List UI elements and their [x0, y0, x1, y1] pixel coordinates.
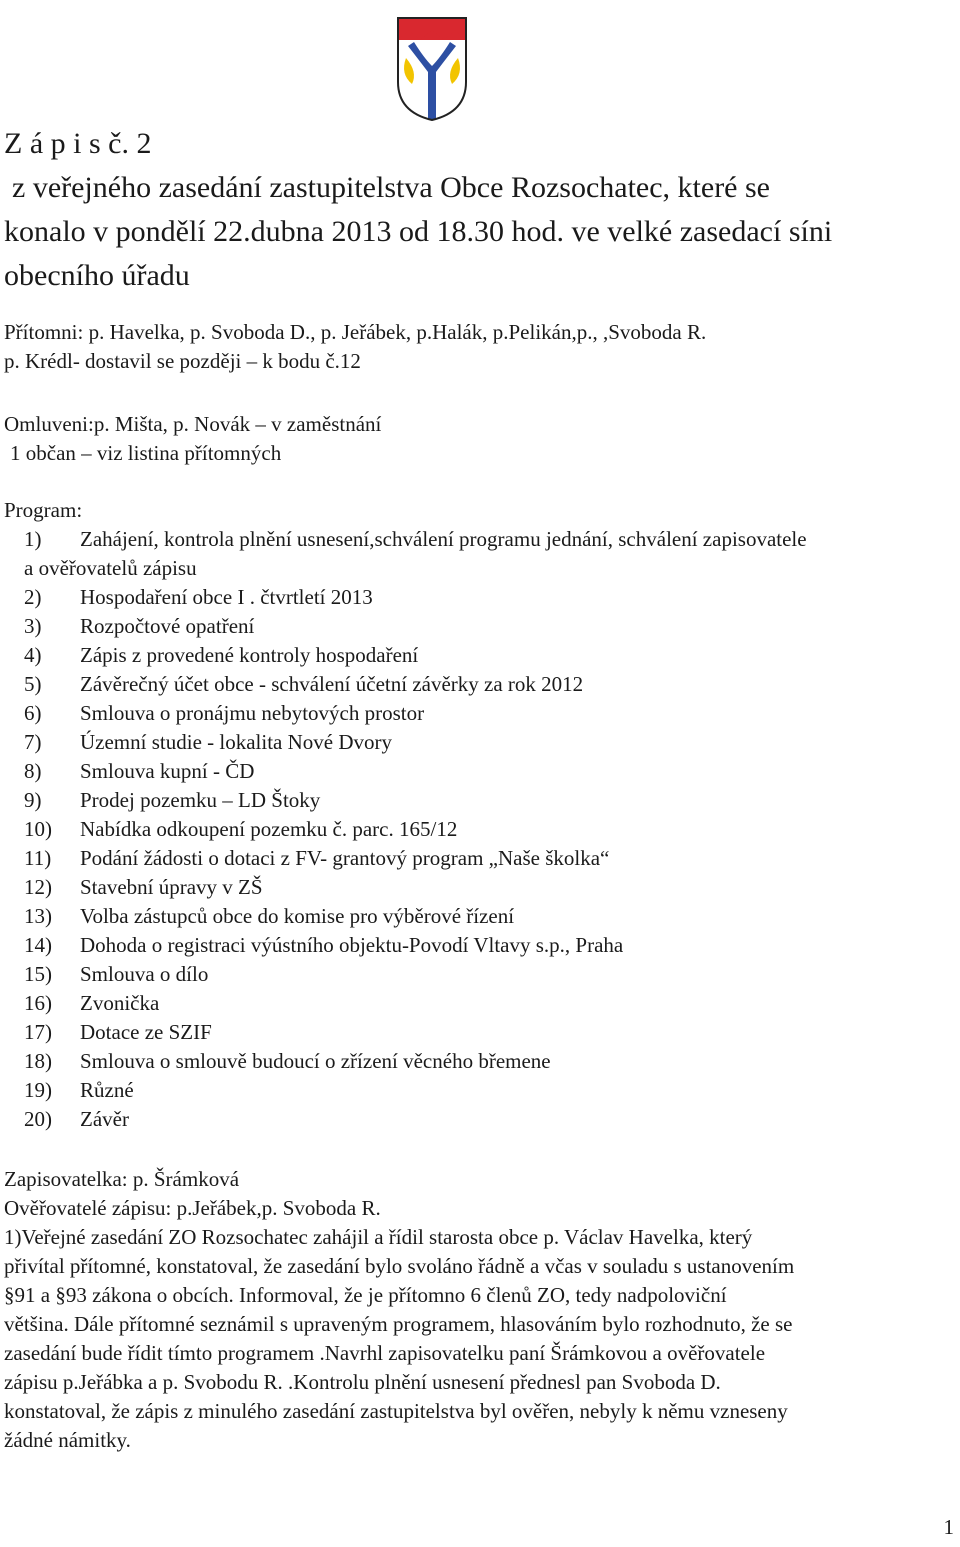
coat-of-arms-icon: [392, 12, 472, 124]
program-item: [4, 989, 958, 1018]
program-item-text: Prodej pozemku – LD Štoky: [80, 788, 321, 812]
program-item: [4, 757, 958, 786]
program-item-text: Závěr: [80, 1107, 129, 1131]
paragraph-line: přivítal přítomné, konstatoval, že zasedání bylo svoláno řádně a včas v souladu s ustanovením: [4, 1254, 795, 1278]
program-item-number: 6): [24, 701, 42, 725]
program-item: [4, 525, 958, 554]
program-item: [4, 786, 958, 815]
program-item-text: Volba zástupců obce do komise pro výběrové řízení: [80, 904, 515, 928]
program-item-text: Různé: [80, 1078, 134, 1102]
program-item-number: 15): [24, 962, 52, 986]
program-item: [4, 1018, 958, 1047]
program-item: [4, 1047, 958, 1076]
program-item-text: Rozpočtové opatření: [80, 614, 255, 638]
program-item-number: 9): [24, 788, 42, 812]
program-item-number: 12): [24, 875, 52, 899]
program-item-number: 14): [24, 933, 52, 957]
program-item-number: 18): [24, 1049, 52, 1073]
program-heading: Program:: [4, 498, 83, 522]
title-line: Z á p i s č. 2: [4, 127, 152, 160]
program-item-number: 17): [24, 1020, 52, 1044]
program-item-number: 19): [24, 1078, 52, 1102]
program-item-number: 7): [24, 730, 42, 754]
present-line: Přítomni: p. Havelka, p. Svoboda D., p. Jeřábek, p.Halák, p.Pelikán,p., ,Svoboda R.: [4, 320, 707, 344]
paragraph-line: 1)Veřejné zasedání ZO Rozsochatec zahájil a řídil starosta obce p. Václav Havelka, který: [4, 1225, 753, 1249]
program-item-number: 16): [24, 991, 52, 1015]
program-item-number: 10): [24, 817, 52, 841]
program-section: [4, 496, 958, 1134]
program-item: [4, 1105, 958, 1134]
excused-line: 1 občan – viz listina přítomných: [10, 441, 282, 465]
program-item-number: 2): [24, 585, 42, 609]
paragraph-line: zápisu p.Jeřábka a p. Svobodu R. .Kontrolu plnění usnesení přednesl pan Svoboda D.: [4, 1370, 721, 1394]
program-item: [4, 641, 958, 670]
paragraph-line: žádné námitky.: [4, 1428, 131, 1452]
present-line: p. Krédl- dostavil se později – k bodu č.12: [4, 349, 361, 373]
program-item-text: Zahájení, kontrola plnění usnesení,schválení programu jednání, schválení zapisovatele: [80, 527, 807, 551]
page-number: 1: [943, 1515, 954, 1539]
program-item: [4, 815, 958, 844]
program-item: [4, 728, 958, 757]
attendance-excused: [4, 410, 958, 468]
roles-section: [4, 1165, 958, 1223]
program-item-text: Smlouva o pronájmu nebytových prostor: [80, 701, 425, 725]
program-item: [4, 583, 958, 612]
program-item-text: Smlouva o smlouvě budoucí o zřízení věcného břemene: [80, 1049, 551, 1073]
program-item-number: 20): [24, 1107, 52, 1131]
program-item-continuation: a ověřovatelů zápisu: [24, 556, 197, 580]
program-item-number: 11): [24, 846, 52, 870]
program-item-text: Hospodaření obce I . čtvrtletí 2013: [80, 585, 373, 609]
verifiers-line: Ověřovatelé zápisu: p.Jeřábek,p. Svoboda R.: [4, 1196, 381, 1220]
program-item-text: Zvonička: [80, 991, 160, 1015]
program-item-text: Podání žádosti o dotaci z FV- grantový program „Naše školka“: [80, 846, 610, 870]
title-line: konalo v pondělí 22.dubna 2013 od 18.30 hod. ve velké zasedací síni: [4, 215, 833, 248]
minutes-paragraph: [4, 1223, 958, 1455]
paragraph-line: §91 a §93 zákona o obcích. Informoval, že je přítomno 6 členů ZO, tedy nadpoloviční: [4, 1283, 727, 1307]
program-item-text: Územní studie - lokalita Nové Dvory: [80, 730, 393, 754]
excused-line: Omluveni:p. Mišta, p. Novák – v zaměstnání: [4, 412, 382, 436]
program-item-number: 4): [24, 643, 42, 667]
program-item: [4, 844, 958, 873]
paragraph-line: konstatoval, že zápis z minulého zasedání zastupitelstva byl ověřen, nebyly k němu vzneseny: [4, 1399, 788, 1423]
title-line: obecního úřadu: [4, 259, 190, 292]
program-item: [4, 612, 958, 641]
program-item: [4, 902, 958, 931]
program-item-text: Dotace ze SZIF: [80, 1020, 212, 1044]
program-item: [4, 873, 958, 902]
attendance-present: [4, 318, 958, 376]
program-item-number: 1): [24, 527, 42, 551]
document-title: [4, 122, 954, 298]
program-item: [4, 960, 958, 989]
program-item-text: Zápis z provedené kontroly hospodaření: [80, 643, 419, 667]
recorder-line: Zapisovatelka: p. Šrámková: [4, 1167, 240, 1191]
program-item-number: 8): [24, 759, 42, 783]
program-item: [4, 931, 958, 960]
program-item-text: Smlouva kupní - ČD: [80, 759, 255, 783]
program-item-number: 5): [24, 672, 42, 696]
program-item-text: Stavební úpravy v ZŠ: [80, 875, 263, 899]
program-item-text: Smlouva o dílo: [80, 962, 209, 986]
program-list: [4, 525, 958, 1134]
program-item: [4, 1076, 958, 1105]
program-item-number: 3): [24, 614, 42, 638]
program-item-text: Dohoda o registraci výústního objektu-Povodí Vltavy s.p., Praha: [80, 933, 624, 957]
program-item-number: 13): [24, 904, 52, 928]
program-item: [4, 670, 958, 699]
program-item: [4, 699, 958, 728]
title-line: z veřejného zasedání zastupitelstva Obce Rozsochatec, které se: [12, 171, 770, 204]
paragraph-line: zasedání bude řídit tímto programem .Navrhl zapisovatelku paní Šrámkovou a ověřovatele: [4, 1341, 766, 1365]
program-item-text: Závěrečný účet obce - schválení účetní závěrky za rok 2012: [80, 672, 584, 696]
paragraph-line: většina. Dále přítomné seznámil s upraveným programem, hlasováním bylo rozhodnuto, že se: [4, 1312, 793, 1336]
program-item-text: Nabídka odkoupení pozemku č. parc. 165/12: [80, 817, 458, 841]
